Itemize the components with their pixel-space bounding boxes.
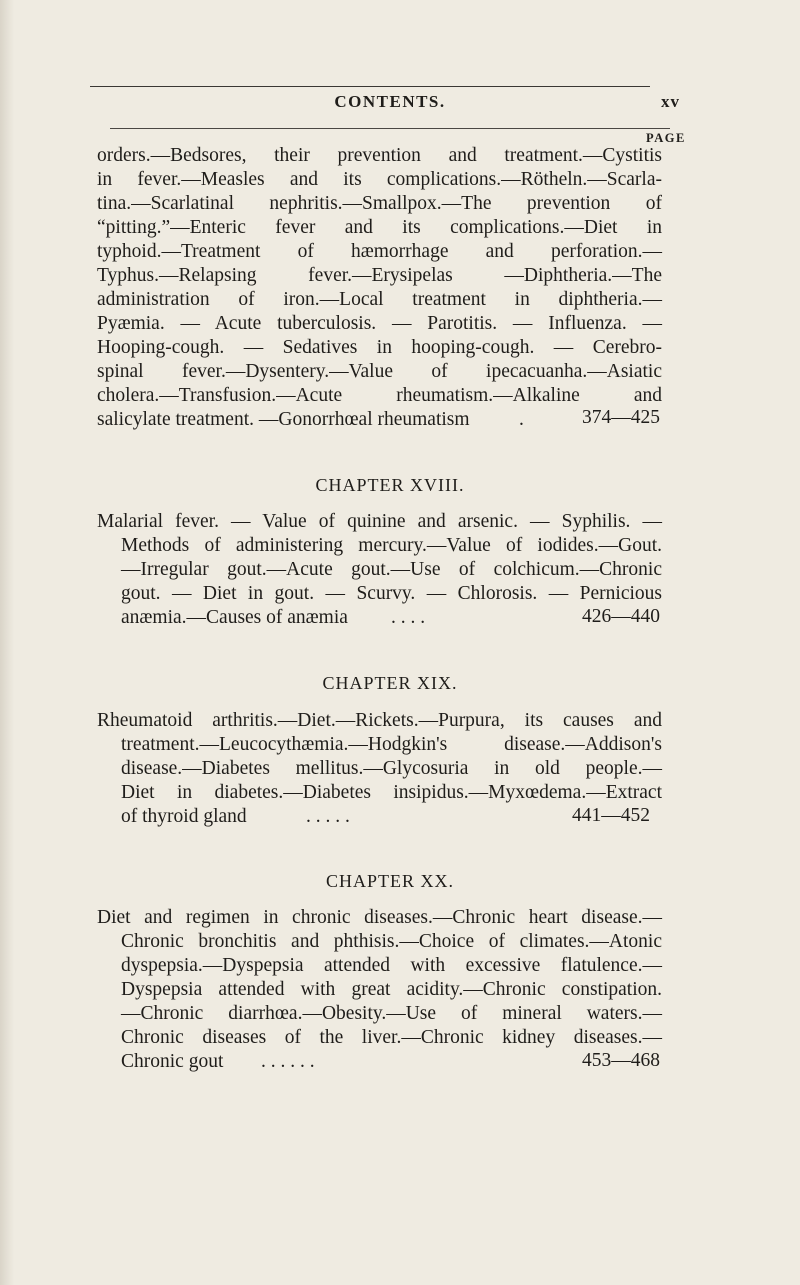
toc-line: in fever.—Measles and its complications.—Rötheln.—Scarla- xyxy=(97,169,662,190)
toc-page-range: 453—468 xyxy=(582,1050,660,1071)
toc-line: administration of iron.—Local treatment in diphtheria.— xyxy=(97,289,662,310)
toc-entry-xvii xyxy=(97,144,662,432)
toc-line: “pitting.”—Enteric fever and its complications.—Diet in xyxy=(97,217,662,238)
toc-line: Malarial fever. — Value of quinine and arsenic. — Syphilis. — xyxy=(97,511,662,532)
toc-line: disease.—Diabetes mellitus.—Glycosuria in old people.— xyxy=(121,758,662,779)
toc-page-range: 374—425 xyxy=(582,407,660,428)
toc-line: Diet and regimen in chronic diseases.—Chronic heart disease.— xyxy=(97,907,662,928)
toc-line: —Chronic diarrhœa.—Obesity.—Use of mineral waters.— xyxy=(121,1003,662,1024)
chapter-heading: CHAPTER XVIII. xyxy=(315,475,465,495)
toc-line: cholera.—Transfusion.—Acute rheumatism.—Alkaline and xyxy=(97,385,662,406)
toc-line: typhoid.—Treatment of hæmorrhage and perforation.— xyxy=(97,241,662,262)
page-spine-shadow xyxy=(0,0,14,1285)
toc-line: Rheumatoid arthritis.—Diet.—Rickets.—Purpura, its causes and xyxy=(97,710,662,731)
toc-page-range: 426—440 xyxy=(582,606,660,627)
toc-line-text: anæmia.—Causes of anæmia xyxy=(121,607,348,628)
toc-entry-xx xyxy=(97,906,662,1074)
toc-leader-dots: . . . . xyxy=(391,607,426,628)
toc-line: Hooping-cough. — Sedatives in hooping-cough. — Cerebro- xyxy=(97,337,662,358)
toc-line: tina.—Scarlatinal nephritis.—Smallpox.—The prevention of xyxy=(97,193,662,214)
toc-line-text: salicylate treatment. —Gonorrhœal rheumatism xyxy=(97,409,470,430)
toc-line: orders.—Bedsores, their prevention and treatment.—Cystitis xyxy=(97,145,662,166)
chapter-heading: CHAPTER XX. xyxy=(325,871,454,891)
toc-line: —Irregular gout.—Acute gout.—Use of colchicum.—Chronic xyxy=(121,559,662,580)
toc-line: gout. — Diet in gout. — Scurvy. — Chlorosis. — Pernicious xyxy=(121,583,662,604)
toc-line-last xyxy=(121,606,662,630)
toc-line: dyspepsia.—Dyspepsia attended with excessive flatulence.— xyxy=(121,955,662,976)
toc-entry-xviii xyxy=(97,510,662,630)
toc-line: Methods of administering mercury.—Value of iodides.—Gout. xyxy=(121,535,662,556)
toc-line-last xyxy=(121,1050,662,1074)
toc-line: Pyæmia. — Acute tuberculosis. — Parotitis. — Influenza. — xyxy=(97,313,662,334)
header-title: CONTENTS. xyxy=(334,92,446,111)
toc-page-range: 441—452 xyxy=(572,805,650,826)
toc-line: Chronic bronchitis and phthisis.—Choice of climates.—Atonic xyxy=(121,931,662,952)
toc-line-text: Chronic gout xyxy=(121,1051,224,1072)
toc-line: Chronic diseases of the liver.—Chronic kidney diseases.— xyxy=(121,1027,662,1048)
header-bottom-rule xyxy=(110,128,670,129)
toc-line-text: of thyroid gland xyxy=(121,806,247,827)
page-column-label: PAGE xyxy=(646,131,686,145)
toc-leader-dots: . . . . . . xyxy=(261,1051,315,1072)
running-header xyxy=(100,88,680,114)
toc-leader-dots: . xyxy=(519,409,524,430)
toc-leader-dots: . . . . . xyxy=(306,806,350,827)
toc-line-last xyxy=(97,408,662,432)
header-page-number: xv xyxy=(661,92,680,111)
toc-line: Diet in diabetes.—Diabetes insipidus.—Myxœdema.—Extract xyxy=(121,782,662,803)
header-top-rule xyxy=(90,86,650,87)
toc-line: Typhus.—Relapsing fever.—Erysipelas —Diphtheria.—The xyxy=(97,265,662,286)
toc-line: spinal fever.—Dysentery.—Value of ipecacuanha.—Asiatic xyxy=(97,361,662,382)
toc-line: treatment.—Leucocythæmia.—Hodgkin's disease.—Addison's xyxy=(121,734,662,755)
chapter-heading: CHAPTER XIX. xyxy=(322,673,458,693)
toc-line: Dyspepsia attended with great acidity.—Chronic constipation. xyxy=(121,979,662,1000)
